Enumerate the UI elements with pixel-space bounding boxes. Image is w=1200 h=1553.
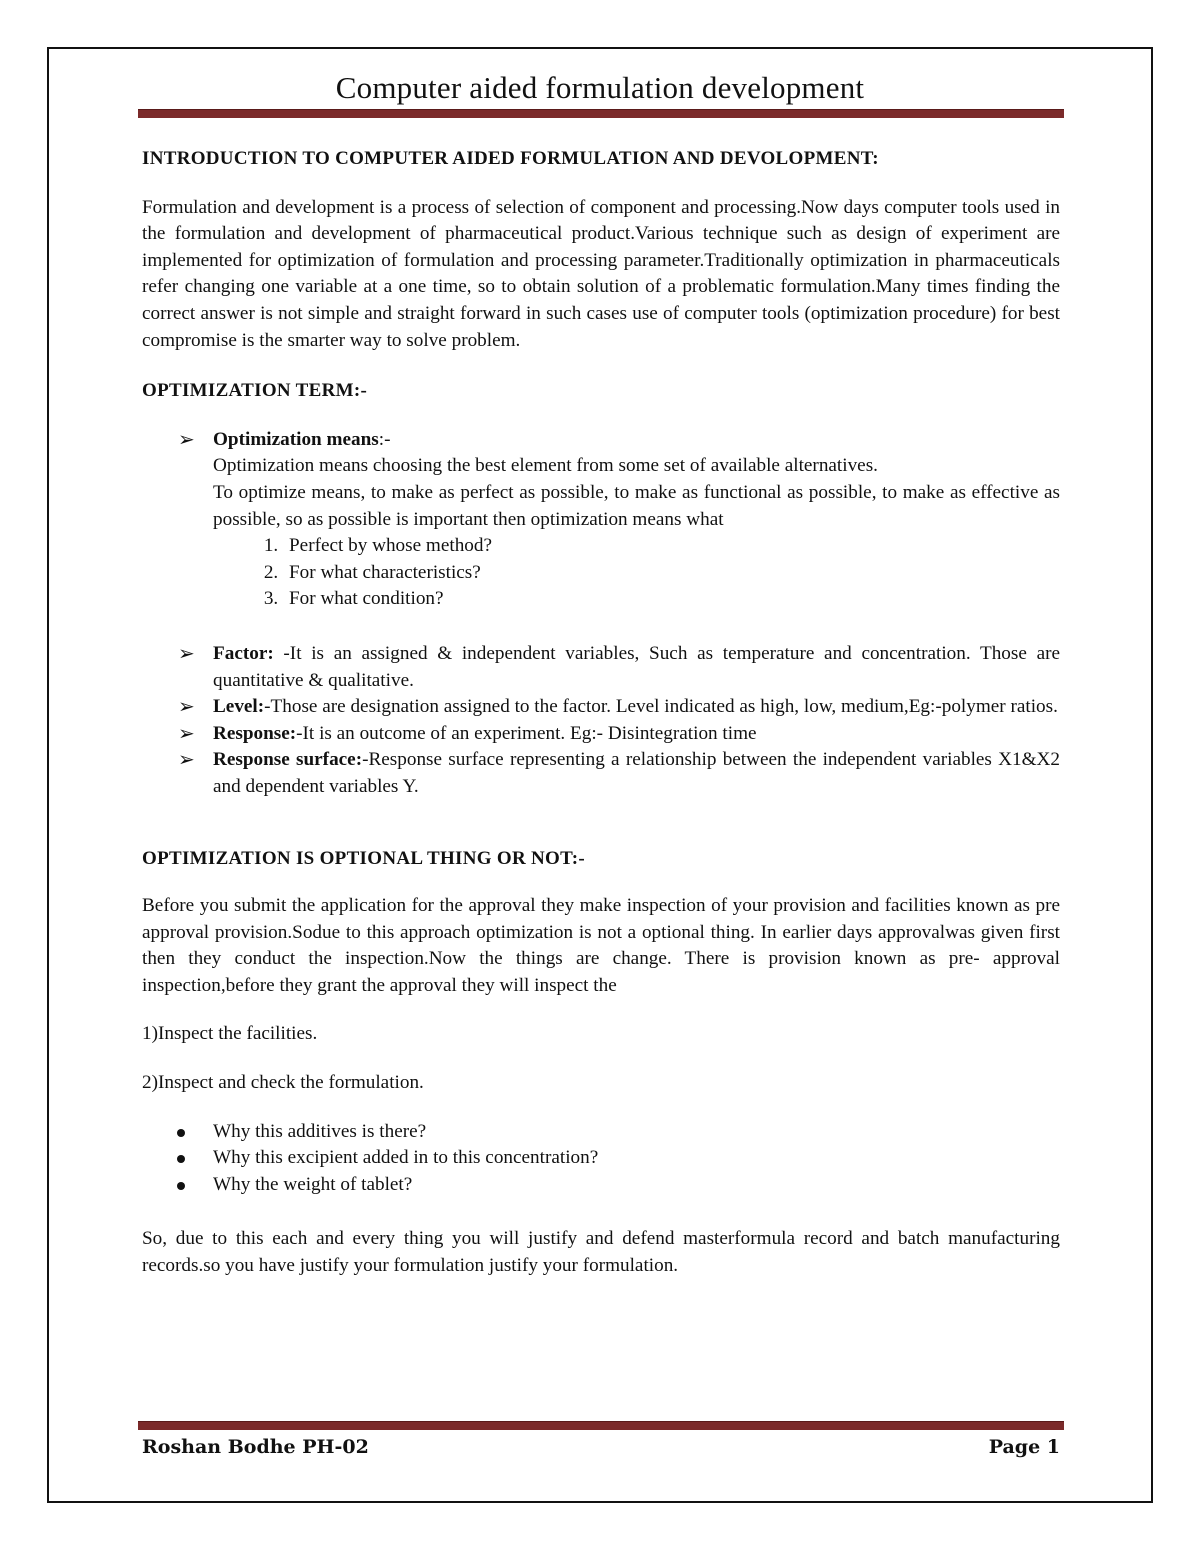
list-item: 3. For what condition? bbox=[283, 586, 1060, 613]
term-text: -Those are designation assigned to the factor. Level indicated as high, low, medium,Eg:-polymer ratios. bbox=[264, 696, 1058, 718]
list-item bbox=[213, 1119, 1060, 1146]
optimization-definition: Optimization means choosing the best element from some set of available alternatives. bbox=[213, 455, 878, 477]
term-label: Response surface: bbox=[213, 749, 363, 771]
list-item: 1. Perfect by whose method? bbox=[283, 533, 1060, 560]
term-text: -Response surface representing a relationship between the independent variables X1&X2 and dependent variables Y. bbox=[213, 749, 1060, 797]
header-rule bbox=[138, 109, 1064, 118]
term-text: -It is an outcome of an experiment. Eg:- Disintegration time bbox=[296, 722, 757, 744]
inspection-step-1: 1)Inspect the facilities. bbox=[142, 1023, 318, 1045]
footer-author: Roshan Bodhe PH-02 bbox=[142, 1436, 369, 1458]
page-number: Page 1 bbox=[988, 1436, 1060, 1458]
optimization-explanation: To optimize means, to make as perfect as possible, to make as functional as possible, to make as effective as possible, so as possible is important then optimization means what bbox=[213, 481, 1060, 530]
list-item bbox=[142, 641, 1060, 694]
list-item bbox=[142, 721, 1060, 748]
bullet-dot-icon bbox=[177, 1182, 185, 1190]
intro-heading: INTRODUCTION TO COMPUTER AIDED FORMULATION AND DEVOLOPMENT: bbox=[142, 148, 879, 169]
question-list bbox=[142, 533, 1060, 613]
intro-paragraph: Formulation and development is a process of selection of component and processing.Now days computer tools used in the formulation and development of pharmaceutical product.Various technique such as design of experiment are implemented for optimization of formulation and processing parameter.Traditionally optimization in pharmaceuticals refer changing one variable at a one time, so to obtain solution of a problematic formulation.Many times finding the correct answer is not simple and straight forward in such cases use of computer tools (optimization procedure) for best compromise is the smarter way to solve problem. bbox=[142, 196, 1060, 351]
term-list bbox=[142, 427, 1060, 533]
footer-rule bbox=[138, 1421, 1064, 1430]
arrow-bullet-icon: ➢ bbox=[178, 428, 195, 451]
bullet-text: Why this excipient added in to this concentration? bbox=[213, 1147, 599, 1169]
list-item: 2. For what characteristics? bbox=[283, 560, 1060, 587]
document-body bbox=[142, 146, 1060, 1280]
term-heading: OPTIMIZATION TERM:- bbox=[142, 380, 368, 402]
inspection-step-2: 2)Inspect and check the formulation. bbox=[142, 1072, 424, 1094]
arrow-bullet-icon: ➢ bbox=[178, 749, 195, 772]
term-label: Level: bbox=[213, 696, 265, 718]
list-item bbox=[142, 694, 1060, 721]
term-label: Response: bbox=[213, 722, 297, 744]
optional-paragraph: Before you submit the application for the approval they make inspection of your provision and facilities known as pre approval provision.Sodue to this approach optimization is not a optional thing. In earlier days approvalwas given first then they conduct the inspection.Now the things are change. There is provision known as pre- approval inspection,before they grant the approval they will inspect the bbox=[142, 895, 1060, 996]
closing-paragraph: So, due to this each and every thing you will justify and defend masterformula record and batch manufacturing records.so you have justify your formulation justify your formulation. bbox=[142, 1228, 1060, 1276]
optional-heading: OPTIMIZATION IS OPTIONAL THING OR NOT:- bbox=[142, 848, 585, 870]
arrow-bullet-icon: ➢ bbox=[178, 696, 195, 719]
question-bullets bbox=[142, 1119, 1060, 1199]
bullet-dot-icon bbox=[177, 1155, 185, 1163]
list-item bbox=[142, 747, 1060, 800]
arrow-bullet-icon: ➢ bbox=[178, 642, 195, 665]
list-item bbox=[213, 1145, 1060, 1172]
term-list-continued bbox=[142, 641, 1060, 801]
term-label: Factor: bbox=[213, 642, 274, 664]
arrow-bullet-icon: ➢ bbox=[178, 722, 195, 745]
term-label: Optimization means bbox=[213, 428, 379, 450]
list-item bbox=[213, 1172, 1060, 1199]
page-title: Computer aided formulation development bbox=[335, 70, 865, 105]
bullet-text: Why the weight of tablet? bbox=[213, 1173, 413, 1195]
bullet-text: Why this additives is there? bbox=[213, 1120, 427, 1142]
bullet-dot-icon bbox=[177, 1129, 185, 1137]
term-text: -It is an assigned & independent variables, Such as temperature and concentration. Those are quantitative & qualitative. bbox=[213, 642, 1060, 691]
list-item bbox=[142, 427, 1060, 533]
term-text: :- bbox=[378, 428, 391, 450]
